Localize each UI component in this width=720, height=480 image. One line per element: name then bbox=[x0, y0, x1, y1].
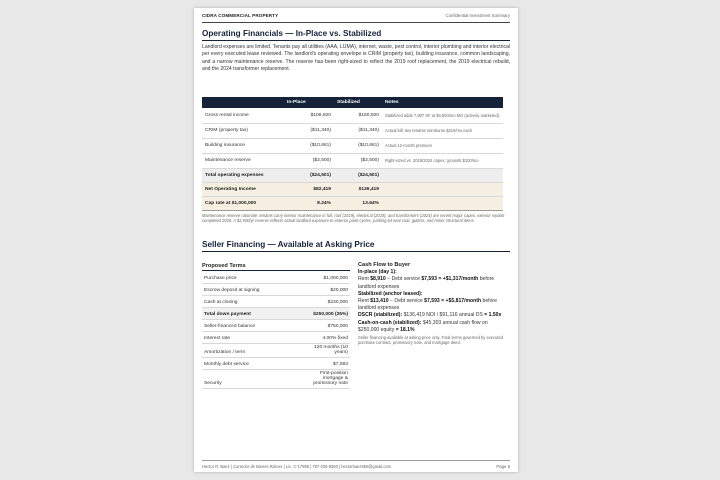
row-label: Building insurance bbox=[202, 138, 284, 153]
inplace-value: ($10,661) bbox=[284, 138, 334, 153]
stabilized-value: ($24,501) bbox=[334, 168, 382, 182]
term-value: $7,593 bbox=[298, 357, 350, 369]
row-label: Gross rental income bbox=[202, 108, 284, 123]
inplace-value: ($11,340) bbox=[284, 123, 334, 138]
table-row bbox=[202, 123, 503, 138]
dscr-line bbox=[358, 312, 510, 319]
inplace-value: ($2,500) bbox=[284, 153, 334, 168]
table-row bbox=[202, 153, 503, 168]
term-label: Seller-financed balance bbox=[202, 319, 298, 331]
operating-intro: Landlord expenses are limited. Tenants pay all utilities (AAA, LUMA), internet, waste, pest control, interior plumbing and interior electrical per every executed lease reviewed. The landlord's operating envelope is CRIM (property tax), building insurance, common landscaping, and a narrow maintenance reserve. The reserve has been right-sized to reflect the 2019 roof replacement, the 2019 electrical rebuild, and the 2024 transformer replacement. bbox=[202, 44, 510, 73]
row-note: Stabilized adds 7,907 SF at $4,500/mo MG (actively marketed). bbox=[382, 108, 503, 123]
broker-contact: Hector R. Baez | Corredor de Bienes Raíces | Lic. C-17995 | 787-206-9360 | hectorbaez860@gmail.com bbox=[202, 464, 392, 469]
term-label: Total down payment bbox=[202, 307, 298, 319]
dscr-label: DSCR (stabilized): bbox=[358, 312, 403, 319]
stabilized-value: $160,920 bbox=[334, 108, 382, 123]
term-value: First-position mortgage & promissory note bbox=[298, 369, 350, 388]
rent-prefix: Rent bbox=[358, 298, 369, 305]
row-note bbox=[382, 196, 503, 210]
stabilized-calc bbox=[358, 298, 510, 312]
term-row bbox=[202, 343, 350, 357]
term-label: Purchase price bbox=[202, 271, 298, 283]
term-value: 120 months (10 years) bbox=[298, 343, 350, 357]
term-row bbox=[202, 357, 350, 369]
stabilized-net: = +$5,817/month bbox=[441, 298, 482, 305]
coc-label: Cash-on-cash (stabilized): bbox=[358, 319, 422, 326]
coc-line bbox=[358, 320, 510, 334]
inplace-value: $82,419 bbox=[284, 182, 334, 196]
column-header-stabilized: Stabilized bbox=[334, 97, 382, 108]
stabilized-value: 13.64% bbox=[334, 196, 382, 210]
brand-name: CIDRA COMMERCIAL PROPERTY bbox=[202, 13, 279, 18]
table-row bbox=[202, 138, 503, 153]
term-label: Cash at closing bbox=[202, 295, 298, 307]
title-rule bbox=[202, 251, 510, 252]
row-label: CRIM (property tax) bbox=[202, 123, 284, 138]
table-header-row bbox=[202, 97, 503, 108]
stabilized-value: $136,419 bbox=[334, 182, 382, 196]
term-value: 4.00% fixed bbox=[298, 331, 350, 343]
term-row bbox=[202, 331, 350, 343]
column-header bbox=[202, 97, 284, 108]
dscr-text: $136,419 NOI / $91,116 annual DS bbox=[403, 312, 483, 319]
stabilized-value: ($11,340) bbox=[334, 123, 382, 138]
page-number: Page 5 bbox=[496, 464, 510, 469]
term-value: $750,000 bbox=[298, 319, 350, 331]
debt-prefix: − Debt service bbox=[390, 298, 423, 305]
landlord-note: before landlord expenses bbox=[358, 298, 497, 312]
operating-financials-title: Operating Financials — In-Place vs. Stabilized bbox=[202, 29, 382, 38]
term-row-total-down bbox=[202, 307, 350, 319]
title-rule bbox=[202, 40, 510, 41]
row-label: Total operating expenses bbox=[202, 168, 284, 182]
inplace-calc bbox=[358, 276, 510, 290]
term-row bbox=[202, 319, 350, 331]
term-label: Monthly debt service bbox=[202, 357, 298, 369]
coc-text: $45,303 annual cash flow on $250,000 equity bbox=[358, 319, 488, 333]
inplace-net: = +$1,317/month bbox=[438, 276, 479, 283]
term-row bbox=[202, 295, 350, 307]
row-label: Maintenance reserve bbox=[202, 153, 284, 168]
dscr-value: = 1.50x bbox=[484, 312, 502, 319]
term-label: Escrow deposit at signing bbox=[202, 283, 298, 295]
financing-disclaimer: Seller financing available at asking price only. Final terms governed by executed purchase contract, promissory note, and mortgage deed. bbox=[358, 335, 504, 346]
row-note bbox=[382, 168, 503, 182]
term-label: Interest rate bbox=[202, 331, 298, 343]
seller-financing-title: Seller Financing — Available at Asking Price bbox=[202, 240, 375, 249]
row-note: Actual 12-month premium bbox=[382, 138, 503, 153]
column-header-notes: Notes bbox=[382, 97, 503, 108]
term-label: Security bbox=[202, 369, 298, 388]
term-value: $250,000 (25%) bbox=[298, 307, 350, 319]
term-value: $1,000,000 bbox=[298, 271, 350, 283]
page-footer bbox=[202, 460, 510, 468]
stabilized-label: Stabilized (anchor leased): bbox=[358, 290, 423, 297]
cap-rate-row bbox=[202, 196, 503, 210]
column-header-inplace: In-Place bbox=[284, 97, 334, 108]
table-row bbox=[202, 108, 503, 123]
rent-prefix: Rent bbox=[358, 276, 369, 283]
term-row bbox=[202, 369, 350, 388]
operating-table bbox=[202, 97, 503, 211]
term-label: Amortization / term bbox=[202, 343, 298, 357]
document-page bbox=[194, 8, 518, 472]
row-label: Cap rate at $1,000,000 bbox=[202, 196, 284, 210]
inplace-rent: $8,910 bbox=[370, 276, 386, 283]
total-expenses-row bbox=[202, 168, 503, 182]
inplace-value: ($24,501) bbox=[284, 168, 334, 182]
debt-prefix: − Debt service bbox=[387, 276, 420, 283]
cash-flow-panel bbox=[358, 262, 510, 346]
cash-flow-title: Cash Flow to Buyer bbox=[358, 262, 411, 268]
term-row bbox=[202, 283, 350, 295]
term-value: $230,000 bbox=[298, 295, 350, 307]
stabilized-value: ($2,500) bbox=[334, 153, 382, 168]
confidential-label: Confidential Investment Summary bbox=[445, 13, 510, 18]
proposed-terms-title: Proposed Terms bbox=[202, 263, 350, 271]
debt-service: $7,593 bbox=[421, 276, 437, 283]
debt-service: $7,593 bbox=[424, 298, 440, 305]
inplace-value: 8.24% bbox=[284, 196, 334, 210]
inplace-label: In-place (day 1): bbox=[358, 269, 397, 276]
maintenance-footnote: Maintenance reserve rationale: tenants carry interior maintenance in full; roof (2019), electrical (2019), and transformers (2024) are recent major capex; exterior repaint completed 2025. A $2,500/yr reserve reflects actual landlord exposure to exterior paint cycles, parking lot seal coat, gutters, and minor structural items. bbox=[202, 213, 505, 224]
noi-row bbox=[202, 182, 503, 196]
term-row bbox=[202, 271, 350, 283]
term-value: $20,000 bbox=[298, 283, 350, 295]
page-header bbox=[202, 13, 510, 23]
stabilized-value: ($10,661) bbox=[334, 138, 382, 153]
proposed-terms bbox=[202, 263, 350, 389]
row-note: Actual bill; two tenants reimburse $210/mo each bbox=[382, 123, 503, 138]
row-note bbox=[382, 182, 503, 196]
row-label: Net Operating Income bbox=[202, 182, 284, 196]
inplace-value: $106,920 bbox=[284, 108, 334, 123]
coc-value: = 18.1% bbox=[395, 326, 415, 333]
landlord-note: before landlord expenses bbox=[358, 276, 495, 290]
terms-table bbox=[202, 271, 350, 389]
row-note: Right-sized vs. 2019/2024 capex; grounds $100/mo bbox=[382, 153, 503, 168]
stabilized-rent: $13,410 bbox=[370, 298, 389, 305]
